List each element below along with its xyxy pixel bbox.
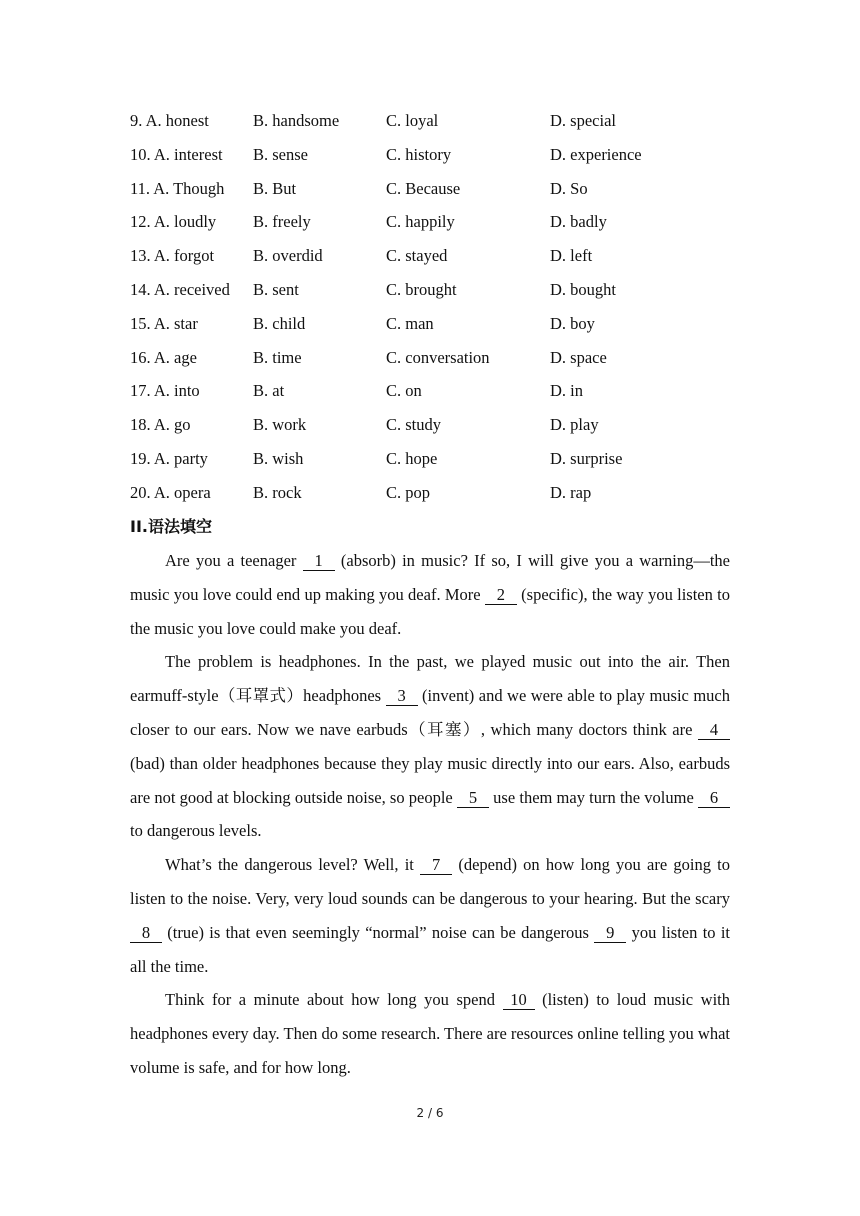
option-row — [130, 476, 750, 510]
option-a: 10. A. interest — [130, 144, 223, 164]
option-b: B. rock — [253, 482, 302, 502]
option-a: 13. A. forgot — [130, 246, 215, 266]
option-b: B. sense — [253, 144, 308, 164]
option-row — [130, 442, 750, 476]
option-d: D. boy — [550, 313, 595, 333]
passage-text: (bad) than older headphones because they play music directly into our ears. Also, earbuds are not good at blocking outside noise, so people — [130, 753, 730, 807]
passage-text: to dangerous levels. — [130, 821, 262, 841]
passage-text: (true) is that even seemingly “normal” noise can be dangerous — [162, 922, 595, 942]
paragraph — [130, 544, 730, 645]
grammar-passage — [130, 544, 730, 1085]
passage-text: use them may turn the volume — [488, 787, 698, 807]
option-b: B. time — [253, 347, 302, 367]
blank-number: 2 — [485, 586, 517, 605]
option-a: 9. A. honest — [130, 111, 209, 130]
blank-number: 6 — [698, 789, 730, 808]
option-d: D. special — [550, 111, 616, 130]
option-c: C. history — [386, 144, 452, 164]
passage-text: (specific), the way you listen to the music you love could make you deaf. — [130, 584, 730, 638]
page-number: 2 / 6 — [416, 1106, 444, 1120]
section-title: II.语法填空 — [130, 517, 212, 536]
option-c: C. stayed — [386, 246, 448, 266]
option-a: 17. A. into — [130, 381, 200, 401]
blank-number: 10 — [503, 991, 535, 1010]
option-c: C. loyal — [386, 111, 439, 130]
option-b: B. at — [253, 381, 285, 401]
option-a: 18. A. go — [130, 415, 191, 435]
option-b: B. wish — [253, 448, 304, 468]
passage-text: you listen to it all the time. — [130, 922, 731, 976]
option-b: B. work — [253, 415, 307, 435]
option-a: 11. A. Though — [130, 178, 225, 198]
option-c: C. pop — [386, 482, 431, 502]
option-row — [130, 341, 750, 375]
option-row — [130, 205, 750, 239]
passage-text: Are you a teenager — [165, 551, 303, 570]
option-c: C. conversation — [386, 347, 490, 367]
option-d: D. surprise — [550, 448, 623, 468]
option-row — [130, 239, 750, 273]
paragraph — [130, 848, 730, 983]
passage-text: (absorb) in music? If so, I will give you a warning—the music you love could end up making you deaf. More — [130, 551, 730, 604]
option-c: C. study — [386, 415, 442, 435]
option-c: C. on — [386, 381, 422, 401]
option-c: C. Because — [386, 178, 461, 198]
option-c: C. happily — [386, 212, 455, 232]
passage-text: (depend) on how long you are going to listen to the noise. Very, very loud sounds can be dangerous to your hearing. But the scary — [130, 855, 730, 908]
option-b: B. overdid — [253, 246, 323, 266]
option-row — [130, 138, 750, 172]
blank-number: 9 — [594, 924, 626, 943]
option-d: D. So — [550, 178, 588, 198]
option-b: B. But — [253, 178, 297, 198]
option-d: D. left — [550, 246, 593, 266]
blank-number: 3 — [386, 687, 418, 706]
paragraph — [130, 983, 730, 1084]
option-row — [130, 172, 750, 206]
option-b: B. child — [253, 313, 306, 333]
option-d: D. rap — [550, 482, 592, 502]
option-a: 15. A. star — [130, 313, 198, 333]
paragraph — [130, 645, 730, 848]
blank-number: 4 — [698, 721, 730, 740]
passage-text: (listen) to loud music with headphones every day. Then do some research. There are resources online telling you what volume is safe, and for how long. — [130, 990, 730, 1077]
option-b: B. freely — [253, 212, 311, 232]
option-a: 20. A. opera — [130, 482, 211, 502]
option-d: D. play — [550, 415, 599, 435]
blank-number: 8 — [130, 924, 162, 943]
option-a: 12. A. loudly — [130, 212, 217, 232]
option-a: 14. A. received — [130, 279, 230, 299]
option-row — [130, 408, 750, 442]
option-row — [130, 374, 750, 408]
option-a: 16. A. age — [130, 347, 197, 367]
option-c: C. brought — [386, 279, 457, 299]
option-b: B. handsome — [253, 111, 340, 130]
blank-number: 7 — [420, 856, 452, 875]
option-d: D. in — [550, 381, 583, 401]
blank-number: 1 — [303, 552, 335, 571]
option-a: 19. A. party — [130, 448, 208, 468]
option-d: D. experience — [550, 144, 642, 164]
option-b: B. sent — [253, 279, 299, 299]
blank-number: 5 — [457, 789, 489, 808]
passage-text: The problem is headphones. In the past, we played music out into the air. Then earmuff-style（耳罩式）headphones — [130, 652, 730, 706]
options-table — [130, 104, 750, 510]
option-d: D. bought — [550, 279, 616, 299]
passage-text: What’s the dangerous level? Well, it — [165, 855, 421, 875]
passage-text: (invent) and we were able to play music much closer to our ears. Now we nave earbuds（耳塞）, which many doctors think are — [130, 686, 730, 739]
option-c: C. man — [386, 313, 434, 333]
option-row — [130, 273, 750, 307]
option-row — [130, 307, 750, 341]
passage-text: Think for a minute about how long you spend — [165, 990, 503, 1010]
option-d: D. badly — [550, 212, 607, 232]
option-d: D. space — [550, 347, 607, 367]
option-c: C. hope — [386, 448, 438, 468]
option-row — [130, 104, 750, 138]
